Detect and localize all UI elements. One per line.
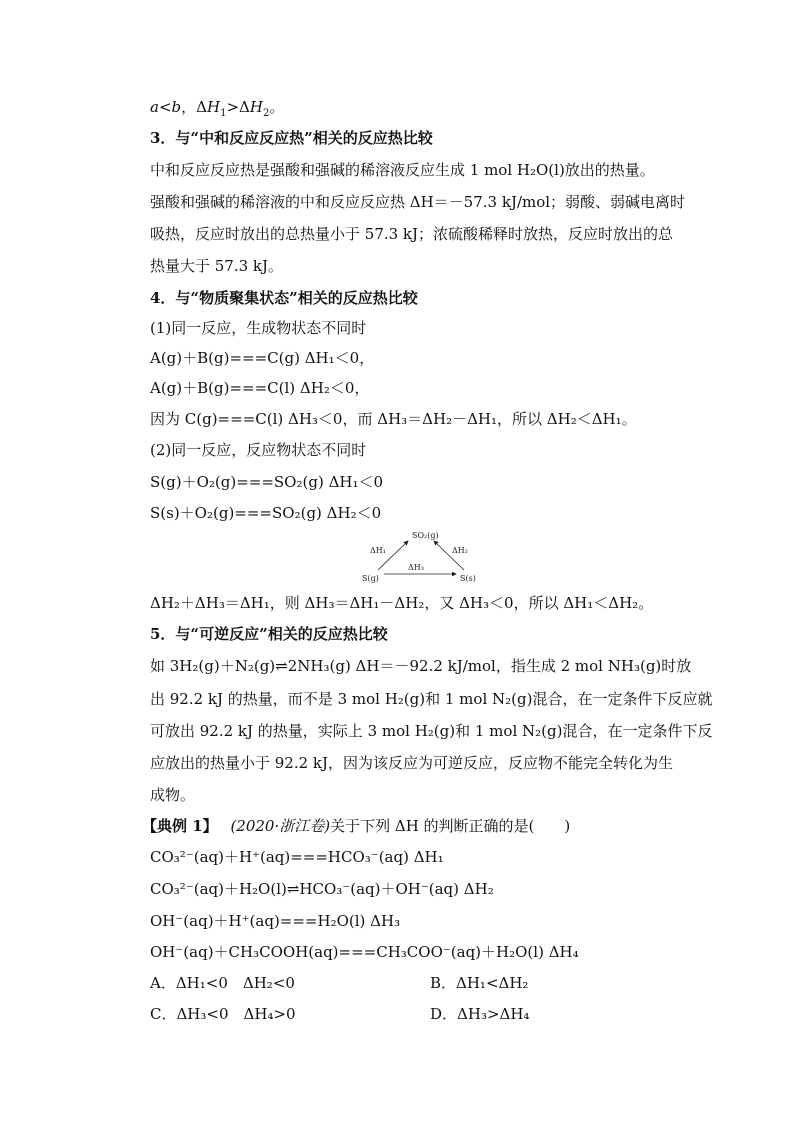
var-h1: H	[206, 98, 221, 116]
section-4-eq-4: S(g)＋O₂(g)===SO₂(g) ΔH₁＜0	[150, 473, 384, 491]
var-a: a	[150, 98, 159, 116]
option-b: B．ΔH₁<ΔH₂	[430, 974, 529, 992]
sub-2: 2	[262, 108, 270, 119]
enthalpy-cycle-diagram	[360, 528, 490, 584]
section-4-sub-2: (2)同一反应，反应物状态不同时	[150, 441, 367, 459]
diagram-bottom-label: ΔH₃	[408, 563, 424, 572]
section-5-para-2: 出 92.2 kJ 的热量，而不是 3 mol H₂(g)和 1 mol N₂(g)混合，在一定条件下反应就	[150, 690, 713, 708]
section-5-para-5: 成物。	[150, 786, 196, 804]
section-3-para-1: 中和反应反应热是强酸和强碱的稀溶液反应生成 1 mol H₂O(l)放出的热量。	[150, 161, 655, 179]
reaction-1: CO₃²⁻(aq)＋H⁺(aq)===HCO₃⁻(aq) ΔH₁	[150, 848, 444, 866]
option-a: A．ΔH₁<0 ΔH₂<0	[150, 974, 295, 992]
op-gt: >Δ	[226, 98, 250, 116]
sub-1: 1	[220, 108, 227, 119]
op-lt: <	[158, 98, 172, 116]
example-1-header	[142, 815, 570, 837]
section-5-para-1: 如 3H₂(g)＋N₂(g)⇌2NH₃(g) ΔH＝－92.2 kJ/mol，指生成 2 mol NH₃(g)时放	[150, 657, 692, 675]
section-5-heading: 5．与“可逆反应”相关的反应热比较	[150, 625, 388, 643]
section-4-eq-5: S(s)＋O₂(g)===SO₂(g) ΔH₂＜0	[150, 504, 382, 522]
option-c: C．ΔH₃<0 ΔH₄>0	[150, 1005, 296, 1023]
section-3-heading: 3．与“中和反应反应热”相关的反应热比较	[150, 129, 433, 147]
example-tag: 【典例 1】	[142, 817, 218, 835]
section-3-para-2: 强酸和强碱的稀溶液的中和反应反应热 ΔH＝－57.3 kJ/mol；弱酸、弱碱电离时	[150, 193, 686, 211]
example-question: 关于下列 ΔH 的判断正确的是( )	[330, 817, 571, 835]
section-5-para-3: 可放出 92.2 kJ 的热量，实际上 3 mol H₂(g)和 1 mol N₂(g)混合，在一定条件下反	[150, 722, 713, 740]
section-4-eq-2: A(g)＋B(g)===C(l) ΔH₂＜0，	[150, 379, 370, 397]
section-4-eq-3: 因为 C(g)===C(l) ΔH₃＜0，而 ΔH₃＝ΔH₂－ΔH₁，所以 ΔH₂＜ΔH₁。	[150, 410, 637, 428]
comma-delta: ，Δ	[181, 98, 207, 116]
var-h2: H	[249, 98, 263, 116]
section-4-sub-1: (1)同一反应，生成物状态不同时	[150, 319, 367, 337]
var-b: b	[171, 98, 182, 116]
section-3-para-3: 吸热，反应时放出的总热量小于 57.3 kJ；浓硫酸稀释时放热，反应时放出的总	[150, 225, 674, 243]
section-4-eq-1: A(g)＋B(g)===C(g) ΔH₁＜0，	[150, 349, 375, 367]
diagram-left-node: S(g)	[362, 574, 379, 583]
reaction-3: OH⁻(aq)＋H⁺(aq)===H₂O(l) ΔH₃	[150, 912, 401, 930]
diagram-left-label: ΔH₁	[370, 546, 386, 555]
intro-line	[150, 96, 284, 118]
section-5-para-4: 应放出的热量小于 92.2 kJ，因为该反应为可逆反应，反应物不能完全转化为生	[150, 754, 674, 772]
example-source: (2020·浙江卷)	[230, 817, 331, 835]
reaction-2: CO₃²⁻(aq)＋H₂O(l)⇌HCO₃⁻(aq)＋OH⁻(aq) ΔH₂	[150, 880, 494, 898]
section-4-heading: 4．与“物质聚集状态”相关的反应热比较	[150, 289, 418, 307]
diagram-right-node: S(s)	[460, 574, 476, 583]
section-3-para-4: 热量大于 57.3 kJ。	[150, 257, 284, 275]
section-4-conclusion: ΔH₂＋ΔH₃＝ΔH₁，则 ΔH₃＝ΔH₁－ΔH₂，又 ΔH₃＜0，所以 ΔH₁＜ΔH₂。	[150, 594, 654, 612]
diagram-right-label: ΔH₂	[452, 546, 468, 555]
option-d: D．ΔH₃>ΔH₄	[430, 1005, 530, 1023]
period: 。	[269, 98, 285, 116]
reaction-4: OH⁻(aq)＋CH₃COOH(aq)===CH₃COO⁻(aq)＋H₂O(l) ΔH₄	[150, 943, 579, 961]
diagram-top-label: SO₂(g)	[412, 531, 439, 540]
